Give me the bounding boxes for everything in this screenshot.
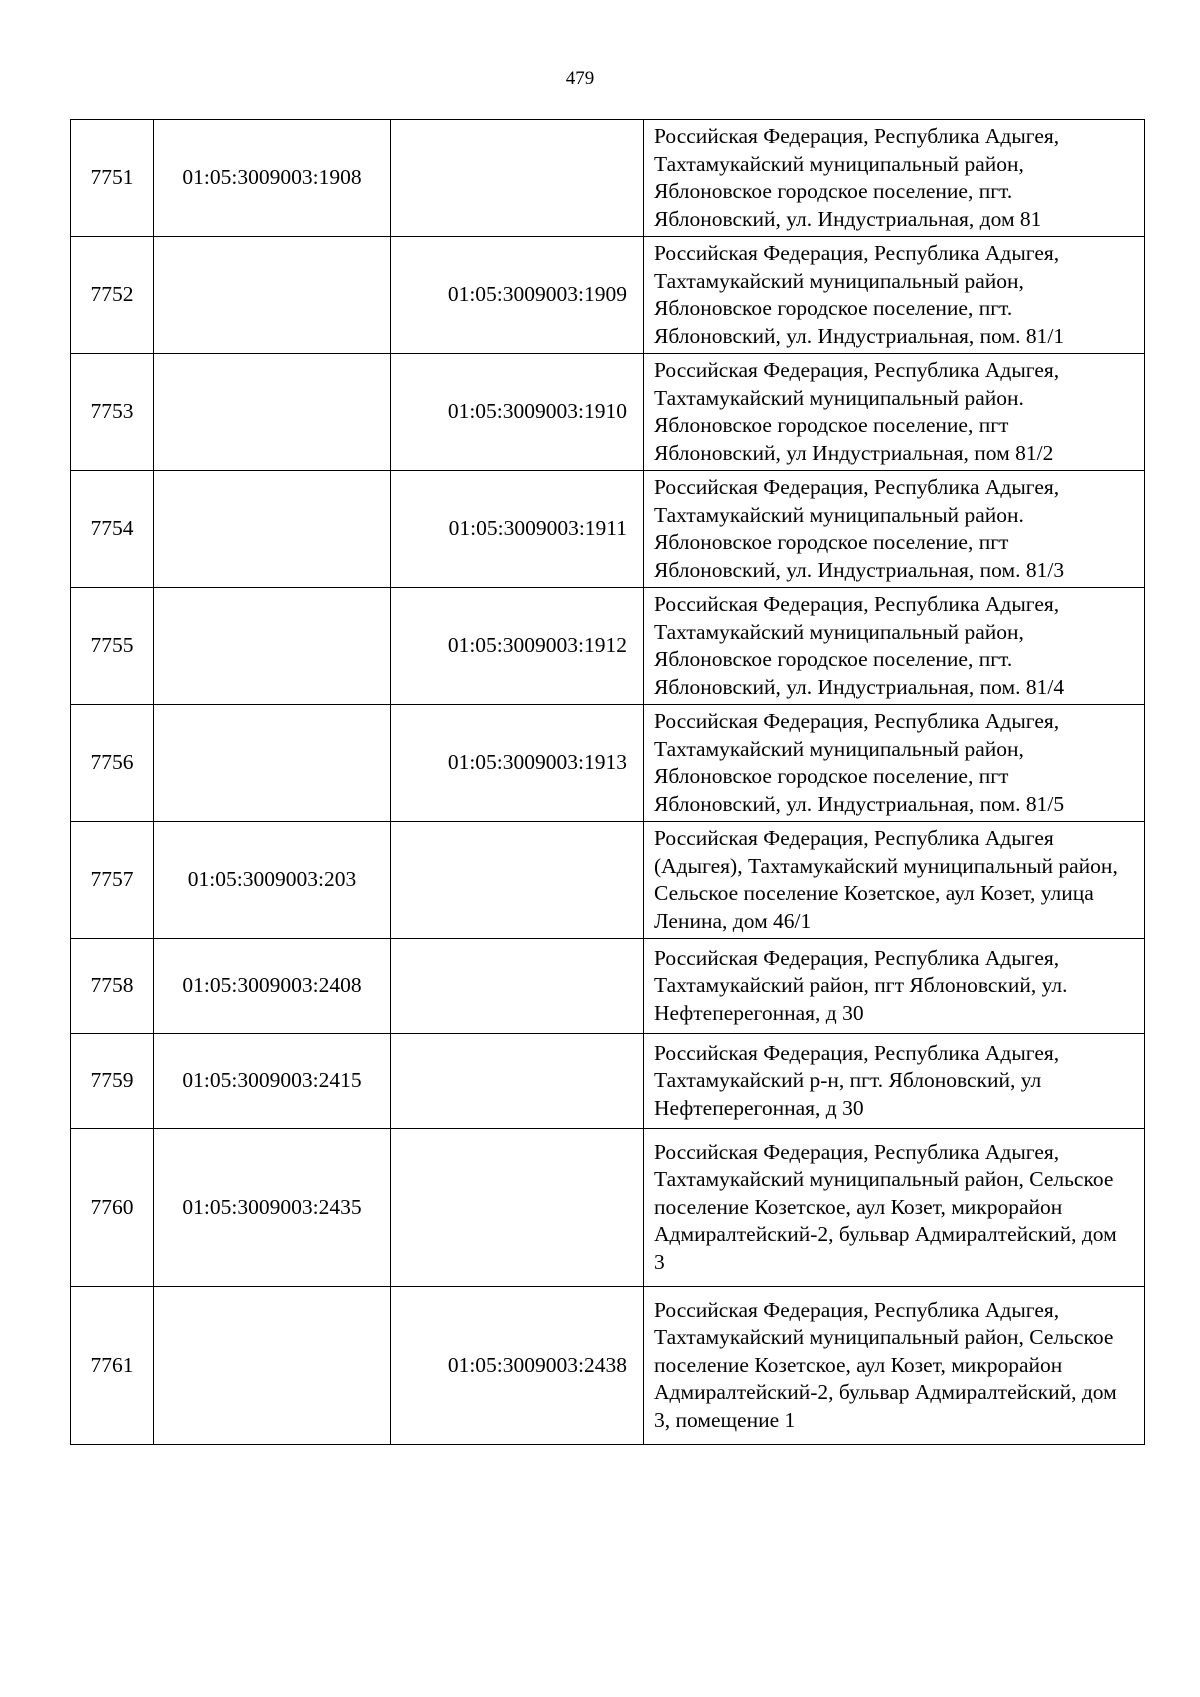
table-row bbox=[71, 471, 1145, 588]
row-number-cell: 7751 bbox=[71, 120, 154, 237]
table-row bbox=[71, 237, 1145, 354]
land-cadastral-number-cell: 01:05:3009003:2435 bbox=[154, 1129, 391, 1287]
land-cadastral-number-cell: 01:05:3009003:2408 bbox=[154, 939, 391, 1034]
land-cadastral-number-cell bbox=[154, 354, 391, 471]
row-number-cell: 7758 bbox=[71, 939, 154, 1034]
table-row bbox=[71, 120, 1145, 237]
address-cell: Российская Федерация, Республика Адыгея, Тахтамукайский район, пгт Яблоновский, ул. Нефтеперегонная, д 30 bbox=[644, 939, 1145, 1034]
address-cell: Российская Федерация, Республика Адыгея, Тахтамукайский муниципальный район, Яблоновское городское поселение, пгт. Яблоновский, ул. Индустриальная, дом 81 bbox=[644, 120, 1145, 237]
land-cadastral-number-cell: 01:05:3009003:1908 bbox=[154, 120, 391, 237]
address-cell: Российская Федерация, Республика Адыгея (Адыгея), Тахтамукайский муниципальный район, Сельское поселение Козетское, аул Козет, улица Ленина, дом 46/1 bbox=[644, 822, 1145, 939]
row-number-cell: 7760 bbox=[71, 1129, 154, 1287]
row-number-cell: 7757 bbox=[71, 822, 154, 939]
table-row bbox=[71, 1129, 1145, 1287]
address-cell: Российская Федерация, Республика Адыгея, Тахтамукайский муниципальный район, Яблоновское городское поселение, пгт Яблоновский, ул. Индустриальная, пом. 81/5 bbox=[644, 705, 1145, 822]
land-cadastral-number-cell bbox=[154, 588, 391, 705]
land-cadastral-number-cell bbox=[154, 1287, 391, 1445]
object-cadastral-number-cell: 01:05:3009003:1910 bbox=[391, 354, 644, 471]
address-cell: Российская Федерация, Республика Адыгея, Тахтамукайский муниципальный район, Сельское поселение Козетское, аул Козет, микрорайон Адмиралтейский-2, бульвар Адмиралтейский, дом 3 bbox=[644, 1129, 1145, 1287]
land-cadastral-number-cell: 01:05:3009003:2415 bbox=[154, 1034, 391, 1129]
row-number-cell: 7752 bbox=[71, 237, 154, 354]
address-cell: Российская Федерация, Республика Адыгея, Тахтамукайский муниципальный район, Яблоновское городское поселение, пгт. Яблоновский, ул. Индустриальная, пом. 81/1 bbox=[644, 237, 1145, 354]
table-row bbox=[71, 1034, 1145, 1129]
table-row bbox=[71, 354, 1145, 471]
land-cadastral-number-cell bbox=[154, 237, 391, 354]
object-cadastral-number-cell: 01:05:3009003:2438 bbox=[391, 1287, 644, 1445]
address-cell: Российская Федерация, Республика Адыгея, Тахтамукайский муниципальный район. Яблоновское городское поселение, пгт Яблоновский, ул. Индустриальная, пом. 81/3 bbox=[644, 471, 1145, 588]
object-cadastral-number-cell: 01:05:3009003:1911 bbox=[391, 471, 644, 588]
address-cell: Российская Федерация, Республика Адыгея, Тахтамукайский муниципальный район, Яблоновское городское поселение, пгт. Яблоновский, ул. Индустриальная, пом. 81/4 bbox=[644, 588, 1145, 705]
row-number-cell: 7756 bbox=[71, 705, 154, 822]
table-row bbox=[71, 705, 1145, 822]
row-number-cell: 7755 bbox=[71, 588, 154, 705]
land-cadastral-number-cell bbox=[154, 705, 391, 822]
table-row bbox=[71, 1287, 1145, 1445]
object-cadastral-number-cell bbox=[391, 939, 644, 1034]
address-cell: Российская Федерация, Республика Адыгея, Тахтамукайский р-н, пгт. Яблоновский, ул Нефтеперегонная, д 30 bbox=[644, 1034, 1145, 1129]
object-cadastral-number-cell bbox=[391, 822, 644, 939]
address-cell: Российская Федерация, Республика Адыгея, Тахтамукайский муниципальный район. Яблоновское городское поселение, пгт Яблоновский, ул Индустриальная, пом 81/2 bbox=[644, 354, 1145, 471]
row-number-cell: 7754 bbox=[71, 471, 154, 588]
object-cadastral-number-cell: 01:05:3009003:1912 bbox=[391, 588, 644, 705]
row-number-cell: 7753 bbox=[71, 354, 154, 471]
object-cadastral-number-cell: 01:05:3009003:1913 bbox=[391, 705, 644, 822]
row-number-cell: 7759 bbox=[71, 1034, 154, 1129]
table-row bbox=[71, 588, 1145, 705]
object-cadastral-number-cell bbox=[391, 1129, 644, 1287]
object-cadastral-number-cell bbox=[391, 120, 644, 237]
land-cadastral-number-cell: 01:05:3009003:203 bbox=[154, 822, 391, 939]
table-row bbox=[71, 822, 1145, 939]
table-row bbox=[71, 939, 1145, 1034]
property-registry-table bbox=[70, 119, 1145, 1445]
page-number: 479 bbox=[565, 68, 595, 89]
row-number-cell: 7761 bbox=[71, 1287, 154, 1445]
object-cadastral-number-cell: 01:05:3009003:1909 bbox=[391, 237, 644, 354]
address-cell: Российская Федерация, Республика Адыгея, Тахтамукайский муниципальный район, Сельское поселение Козетское, аул Козет, микрорайон Адмиралтейский-2, бульвар Адмиралтейский, дом 3, помещение 1 bbox=[644, 1287, 1145, 1445]
land-cadastral-number-cell bbox=[154, 471, 391, 588]
object-cadastral-number-cell bbox=[391, 1034, 644, 1129]
